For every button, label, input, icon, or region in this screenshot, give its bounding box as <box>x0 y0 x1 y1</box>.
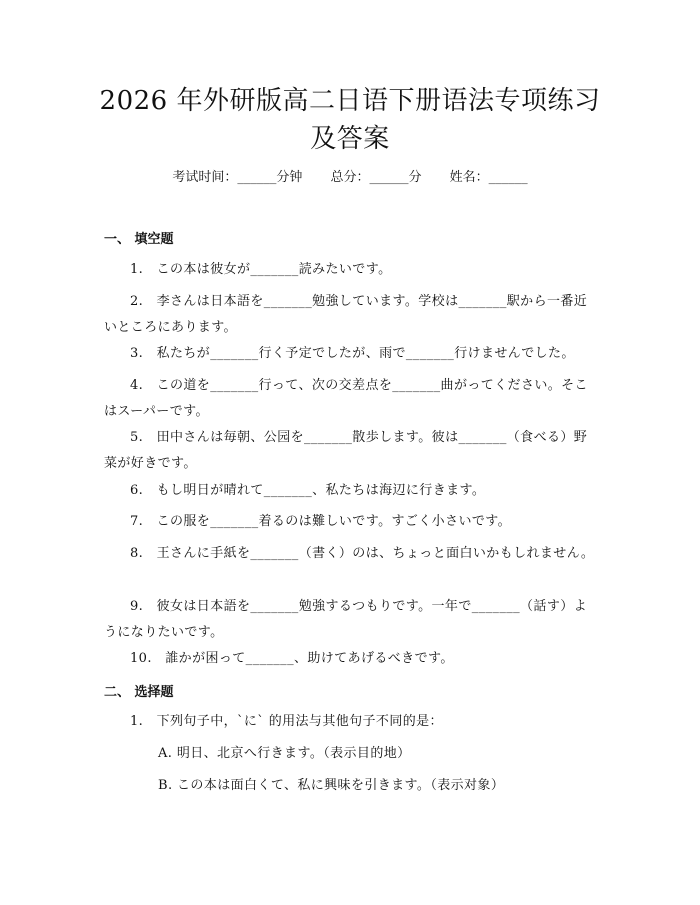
total-score: 总分：______分 <box>330 170 422 185</box>
question-1: 1. この本は彼女が_______読みたいです。 <box>130 262 392 277</box>
exam-meta <box>0 168 700 188</box>
question-9: 9. 彼女は日本語を_______勉強するつもりです。一年で_______（話す）ようになりたいです。 <box>104 599 588 640</box>
question-5: 5. 田中さんは毎朝、公园を_______散歩します。彼は_______（食べる）野菜が好きです。 <box>104 430 588 471</box>
choice-option-a: A. 明日、北京へ行きます。（表示目的地） <box>158 746 411 761</box>
section-heading-choice: 二、 选择题 <box>104 685 174 700</box>
section-heading-fill: 一、 填空题 <box>104 232 174 247</box>
question-6: 6. もし明日が晴れて_______、私たちは海辺に行きます。 <box>130 483 486 498</box>
choice-option-b: B. この本は面白くて、私に興味を引きます。（表示对象） <box>158 778 505 793</box>
exam-time: 考试时间：______分钟 <box>172 170 303 185</box>
question-7: 7. この服を_______着るのは難しいです。すごく小さいです。 <box>130 514 512 529</box>
question-4: 4. この道を_______行って、次の交差点を_______曲がってください。そこはスーパーです。 <box>104 378 588 419</box>
question-8: 8. 王さんに手紙を_______（書く）のは、ちょっと面白いかもしれません。 <box>130 546 595 561</box>
question-3: 3. 私たちが_______行く予定でしたが、雨で_______行けませんでした。 <box>130 346 575 361</box>
page-title: 2026 年外研版高二日语下册语法专项练习及答案 <box>99 86 601 154</box>
student-name: 姓名：______ <box>449 170 528 185</box>
choice-question-1: 1. 下列句子中，`に` 的用法与其他句子不同的是： <box>130 714 443 729</box>
question-2: 2. 李さんは日本語を_______勉強しています。学校は_______駅から一番近いところにあります。 <box>104 294 588 335</box>
question-10: 10. 誰かが困って_______、助けてあげるべきです。 <box>130 651 454 666</box>
